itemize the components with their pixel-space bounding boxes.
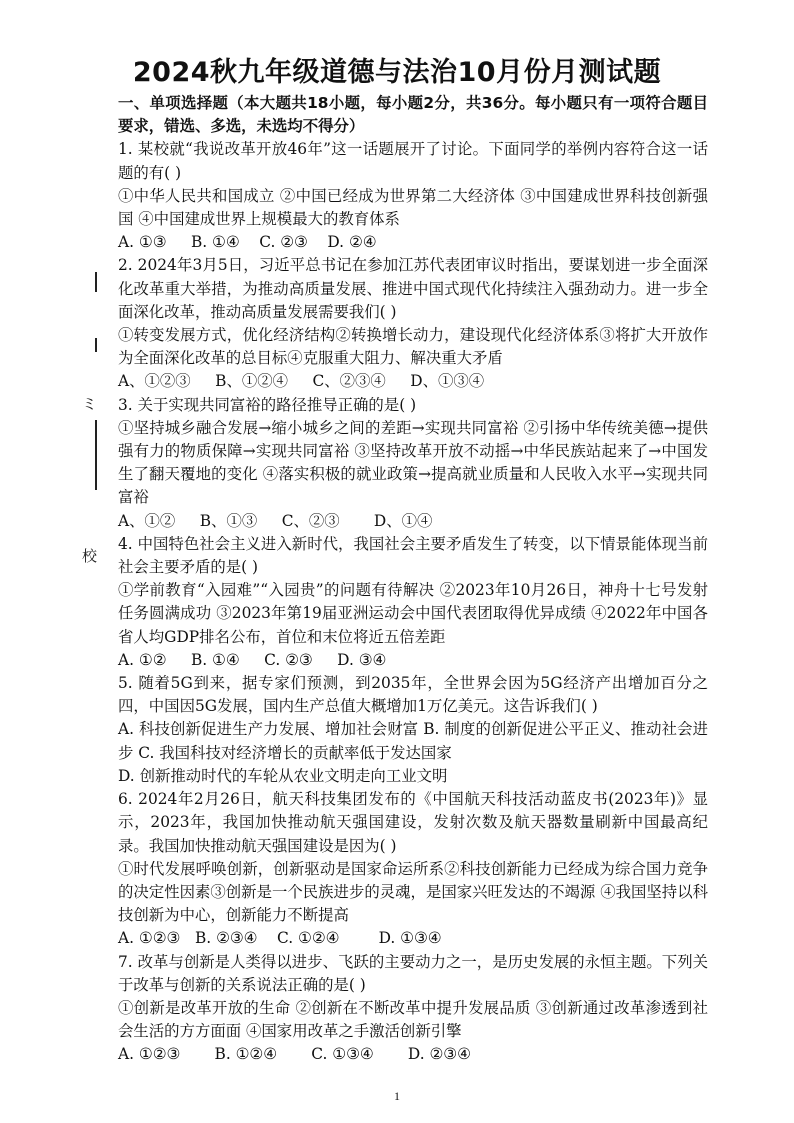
page-number: 1 xyxy=(394,1089,400,1103)
binding-margin-line xyxy=(95,420,97,490)
binding-margin-mark: ミ xyxy=(82,395,98,413)
question-options: A. ①③ B. ①④ C. ②③ D. ②④ xyxy=(118,233,377,252)
question-stem: 6. 2024年2月26日，航天科技集团发布的《中国航天科技活动蓝皮书(2023年)》显示，2023年，我国加快推动航天强国建设，发射次数及航天器数量刷新中国最高纪录。我国加快推动航天强国建设是因为( ) xyxy=(118,790,708,855)
question-6 xyxy=(118,788,708,950)
question-options: A. ①②③ B. ①②④ C. ①③④ D. ②③④ xyxy=(118,1045,471,1064)
question-statements: A. 科技创新促进生产力发展、增加社会财富 B. 制度的创新促进公平正义、推动社会进步 C. 我国科技对经济增长的贡献率低于发达国家 xyxy=(118,720,708,762)
question-stem: 7. 改革与创新是人类得以进步、飞跃的主要动力之一，是历史发展的永恒主题。下列关于改革与创新的关系说法正确的是( ) xyxy=(118,952,708,994)
question-1 xyxy=(118,138,708,254)
question-4 xyxy=(118,533,708,672)
question-stem: 1. 某校就“我说改革开放46年”这一话题展开了讨论。下面同学的举例内容符合这一话题的有( ) xyxy=(118,140,708,182)
question-list xyxy=(118,92,708,1067)
question-stem: 4. 中国特色社会主义进入新时代，我国社会主要矛盾发生了转变，以下情景能体现当前社会主要矛盾的是( ) xyxy=(118,534,708,577)
page-title: 2024秋九年级道德与法治10月份月测试题 xyxy=(132,57,662,88)
question-statements: ①创新是改革开放的生命 ②创新在不断改革中提升发展品质 ③创新通过改革渗透到社会生活的方方面面 ④国家用改革之手激活创新引擎 xyxy=(118,998,708,1041)
question-options: A. ①②③ B. ②③④ C. ①②④ D. ①③④ xyxy=(118,929,442,948)
question-7 xyxy=(118,951,708,1067)
question-5 xyxy=(118,672,708,788)
question-stem: 5. 随着5G到来，据专家们预测，到2035年，全世界会因为5G经济产出增加百分之四，中国因5G发展，国内生产总值大概增加1万亿美元。这告诉我们( ) xyxy=(118,674,708,716)
question-statements: ①学前教育“入园难”“入园贵”的问题有待解决 ②2023年10月26日，神舟十七号发射任务圆满成功 ③2023年第19届亚洲运动会中国代表团取得优异成绩 ④2022年中国各省人均GDP排名公布，首位和末位将近五倍差距 xyxy=(118,581,708,646)
question-options: D. 创新推动时代的车轮从农业文明走向工业文明 xyxy=(118,766,448,785)
question-statements: ①转变发展方式，优化经济结构②转换增长动力，建设现代化经济体系③将扩大开放作为全面深化改革的总目标④克服重大阻力、解决重大矛盾 xyxy=(118,326,708,368)
question-statements: ①中华人民共和国成立 ②中国已经成为世界第二大经济体 ③中国建成世界科技创新强国 ④中国建成世界上规模最大的教育体系 xyxy=(118,186,708,229)
question-options: A. ①② B. ①④ C. ②③ D. ③④ xyxy=(118,650,387,669)
question-options: A、①② B、①③ C、②③ D、①④ xyxy=(118,511,433,530)
question-stem: 2. 2024年3月5日，习近平总书记在参加江苏代表团审议时指出，要谋划进一步全面深化改革重大举措，为推动高质量发展、推进中国式现代化持续注入强劲动力。进一步全面深化改革，推动高质量发展需要我们( ) xyxy=(118,256,708,321)
question-stem: 3. 关于实现共同富裕的路径推导正确的是( ) xyxy=(118,395,417,414)
question-statements: ①时代发展呼唤创新，创新驱动是国家命运所系②科技创新能力已经成为综合国力竞争的决定性因素③创新是一个民族进步的灵魂，是国家兴旺发达的不竭源 ④我国坚持以科技创新为中心，创新能力不断提高 xyxy=(118,859,708,925)
section-heading: 一、单项选择题（本大题共18小题，每小题2分，共36分。每小题只有一项符合题目要求，错选、多选，未选均不得分） xyxy=(118,94,708,136)
question-3 xyxy=(118,394,708,533)
binding-margin-line xyxy=(95,338,97,352)
question-statements: ①坚持城乡融合发展→缩小城乡之间的差距→实现共同富裕 ②引扬中华传统美德→提供强有力的物质保障→实现共同富裕 ③坚持改革开放不动摇→中华民族站起来了→中国发生了翻天覆地的变化 ④落实积极的就业政策→提高就业质量和人民收入水平→实现共同富裕 xyxy=(118,418,708,507)
binding-margin-line xyxy=(95,272,97,292)
question-2 xyxy=(118,254,708,393)
binding-margin-school: 校 xyxy=(82,547,98,565)
question-options: A、①②③ B、①②④ C、②③④ D、①③④ xyxy=(118,372,485,391)
